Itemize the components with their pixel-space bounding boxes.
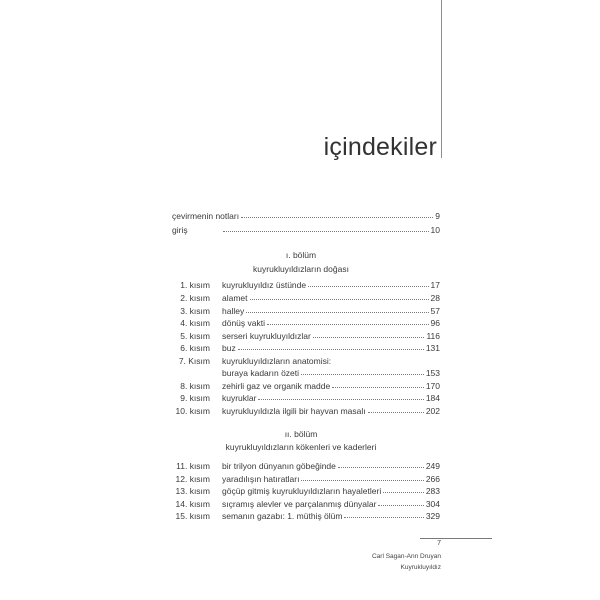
chapter-title: halley xyxy=(222,306,245,316)
toc-entry xyxy=(168,392,440,404)
page-number: 329 xyxy=(425,511,440,521)
page-number: 249 xyxy=(425,461,440,471)
part-subtitle: kuyrukluyıldızların doğası xyxy=(253,264,349,274)
title-vertical-rule xyxy=(441,0,442,158)
dot-leader xyxy=(258,399,423,400)
chapter-number: 5. kısım xyxy=(180,331,210,341)
dot-leader xyxy=(250,299,429,300)
dot-leader xyxy=(238,349,424,350)
toc-entry xyxy=(168,330,440,342)
chapter-title: dönüş vakti xyxy=(222,318,265,328)
chapter-number: 7. Kısım xyxy=(178,356,210,366)
chapter-number: 15. kısım xyxy=(175,511,210,521)
dot-leader xyxy=(338,467,424,468)
toc-entry xyxy=(168,405,440,417)
part-heading: ı. bölüm xyxy=(285,250,317,260)
chapter-number: 3. kısım xyxy=(180,306,210,316)
chapter-number: 14. kısım xyxy=(175,499,210,509)
chapter-title: serseri kuyrukluyıldızlar xyxy=(222,331,311,341)
dot-leader xyxy=(383,492,424,493)
page-number: 304 xyxy=(425,499,440,509)
footer-authors: Carl Sagan-Ann Druyan xyxy=(371,553,441,560)
page-number: 131 xyxy=(425,343,440,353)
dot-leader xyxy=(344,517,423,518)
dot-leader xyxy=(313,337,425,338)
entry-title: giriş xyxy=(172,225,188,235)
part-subtitle: kuyrukluyıldızların kökenleri ve kaderleri xyxy=(225,442,377,452)
footer-book-title: Kuyrukluyıldız xyxy=(400,564,441,571)
toc-entry xyxy=(168,305,440,317)
toc-entry xyxy=(168,355,440,367)
page-number: 153 xyxy=(425,368,440,378)
toc-entry xyxy=(168,279,440,291)
chapter-title: kuyrukluyıldızların anatomisi: xyxy=(222,356,332,366)
chapter-title: buz xyxy=(222,343,236,353)
chapter-number: 10. kısım xyxy=(175,406,210,416)
footer-page-number: 7 xyxy=(437,540,441,547)
dot-leader xyxy=(246,312,428,313)
page-number: 17 xyxy=(430,280,440,290)
dot-leader xyxy=(368,412,424,413)
page-number: 170 xyxy=(425,381,440,391)
dot-leader xyxy=(308,286,428,287)
toc-entry xyxy=(168,510,440,522)
chapter-number: 9. kısım xyxy=(180,393,210,403)
page-number: 57 xyxy=(430,306,440,316)
page-number: 96 xyxy=(430,318,440,328)
dot-leader xyxy=(301,374,424,375)
chapter-title: alamet xyxy=(222,293,248,303)
toc-entry xyxy=(168,498,440,510)
chapter-title: kuyrukluyıldız üstünde xyxy=(222,280,307,290)
chapter-number: 8. kısım xyxy=(180,381,210,391)
toc-entry xyxy=(168,342,440,354)
chapter-number: 11. kısım xyxy=(176,461,210,471)
dot-leader xyxy=(267,324,429,325)
chapter-title: bir trilyon dünyanın göbeğinde xyxy=(222,461,336,471)
toc-entry-front-matter xyxy=(172,224,440,236)
toc-entry xyxy=(168,485,440,497)
footer-rule xyxy=(420,538,492,539)
chapter-number: 2. kısım xyxy=(180,293,210,303)
chapter-number: 12. kısım xyxy=(175,474,210,484)
toc-entry xyxy=(168,292,440,304)
page-number: 10 xyxy=(430,225,440,235)
chapter-title-continued: buraya kadarın özeti xyxy=(222,368,300,378)
chapter-title: kuyrukluyıldızla ilgili bir hayvan masalı xyxy=(222,406,366,416)
page-number: 116 xyxy=(426,331,440,341)
dot-leader xyxy=(301,480,423,481)
page-number: 184 xyxy=(425,393,440,403)
chapter-title: semanın gazabı: 1. müthiş ölüm xyxy=(222,511,343,521)
page-number: 9 xyxy=(435,211,440,221)
entry-title: çevirmenin notları xyxy=(172,211,240,221)
page-number: 266 xyxy=(425,474,440,484)
dot-leader xyxy=(332,387,424,388)
chapter-title: zehirli gaz ve organik madde xyxy=(222,381,331,391)
chapter-number: 13. kısım xyxy=(175,486,210,496)
dot-leader xyxy=(241,217,433,218)
chapter-title: göçüp gitmiş kuyrukluyıldızların hayaletleri xyxy=(222,486,382,496)
chapter-title: kuyruklar xyxy=(222,393,257,403)
chapter-title: yaradılışın hatıratları xyxy=(222,474,300,484)
chapter-number: 6. kısım xyxy=(180,343,210,353)
toc-entry xyxy=(168,460,440,472)
chapter-title: sıçramış alevler ve parçalanmış dünyalar xyxy=(222,499,377,509)
part-heading: ıı. bölüm xyxy=(284,429,318,439)
toc-entry xyxy=(168,380,440,392)
page-number: 28 xyxy=(430,293,440,303)
dot-leader xyxy=(378,505,423,506)
chapter-number: 4. kısım xyxy=(180,318,210,328)
page-number: 202 xyxy=(425,406,440,416)
dot-leader xyxy=(223,231,429,232)
page-title: içindekiler xyxy=(323,133,437,161)
chapter-number: 1. kısım xyxy=(180,280,210,290)
toc-entry xyxy=(168,317,440,329)
toc-entry-continuation xyxy=(168,367,440,379)
page-number: 283 xyxy=(425,486,440,496)
toc-entry xyxy=(168,473,440,485)
toc-entry-front-matter xyxy=(172,210,440,222)
